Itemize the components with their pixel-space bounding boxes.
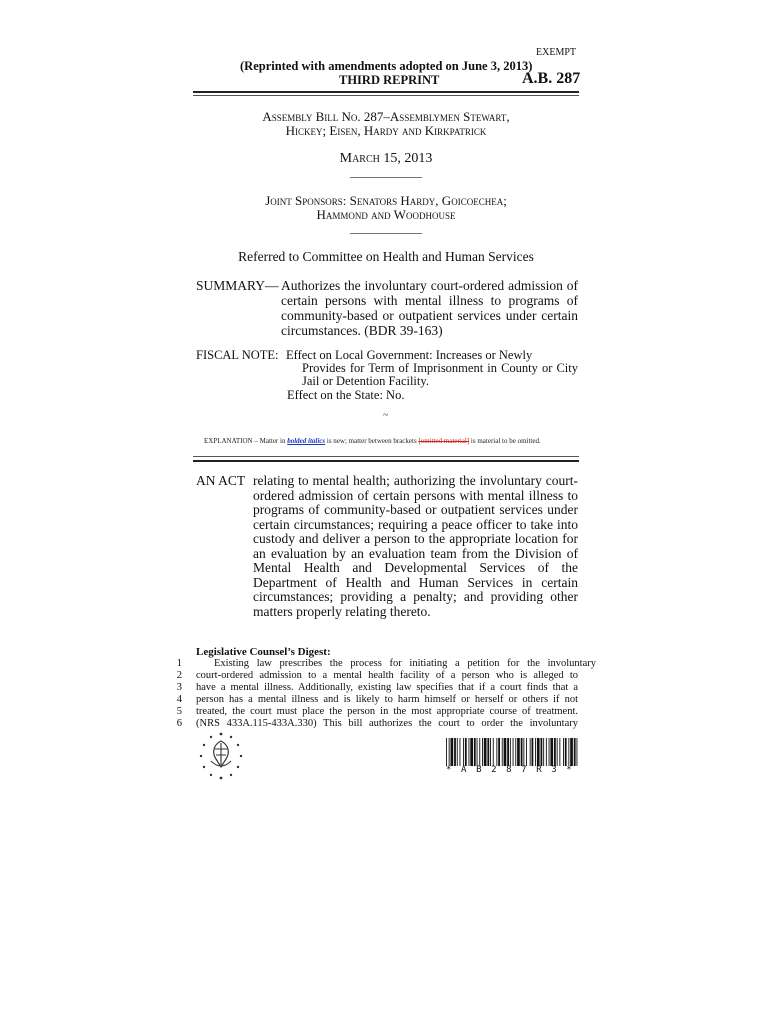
- line-number: 1: [176, 658, 182, 669]
- act-label: AN ACT: [196, 473, 246, 488]
- barcode-bar: [490, 738, 491, 766]
- sponsors-line-1: Assembly Bill No. 287–Assemblymen Stewart,: [262, 109, 510, 124]
- barcode-bar: [493, 738, 494, 766]
- third-reprint-label: THIRD REPRINT: [339, 73, 440, 87]
- barcode-bar: [510, 738, 511, 766]
- barcode-bar: [477, 738, 478, 766]
- line-number: 6: [176, 718, 182, 729]
- barcode-bar: [523, 738, 524, 766]
- barcode-bar: [517, 738, 520, 766]
- fiscal-note-label: FISCAL NOTE:: [196, 348, 279, 362]
- state-seal-icon: [198, 731, 244, 781]
- barcode-bar: [479, 738, 480, 766]
- explanation-prefix: EXPLANATION – Matter in: [204, 437, 288, 445]
- committee-referral: Referred to Committee on Health and Human Services: [238, 249, 534, 264]
- barcode-bar: [484, 738, 487, 766]
- barcode-bar: [526, 738, 527, 766]
- barcode-bar: [546, 738, 547, 766]
- barcode-bar: [504, 738, 507, 766]
- barcode-bar: [532, 738, 534, 766]
- barcode-bar: [530, 738, 531, 766]
- bill-date: March 15, 2013: [339, 151, 433, 166]
- barcode-bar: [537, 738, 540, 766]
- barcode-bar: [515, 738, 516, 766]
- joint-sponsors-line-1: Joint Sponsors: Senators Hardy, Goicoechea;: [265, 193, 507, 208]
- explanation-rule: [193, 460, 579, 462]
- act-text: relating to mental health; authorizing the involuntary court-ordered admission of certain persons with mental illness to programs of community-based or outpatient services under certain circumstances; requiring a peace officer to take into custody and deliver a person to the appropriate location for an evaluation by an evaluation team from the Division of Mental Health and Developmental Services of the Department of Health and Human Services in certain circumstances; providing a penalty; and providing other matters properly relating thereto.: [253, 473, 578, 619]
- line-number: 3: [176, 682, 182, 693]
- barcode-bar: [470, 738, 473, 766]
- line-number: 4: [176, 694, 182, 705]
- explanation-new-label: bolded italics: [287, 437, 326, 445]
- digest-row: [172, 718, 578, 730]
- line-number: 2: [176, 670, 182, 681]
- barcode-bar: [446, 738, 447, 766]
- digest-line: Existing law prescribes the process for initiating a petition for the involuntary: [214, 658, 596, 669]
- barcode-bar: [543, 738, 544, 766]
- barcode-bar: [496, 738, 497, 766]
- digest-row: [172, 658, 596, 670]
- barcode-bar: [565, 738, 567, 766]
- barcode-bar: [563, 738, 564, 766]
- barcode-icon: [446, 738, 578, 766]
- digest-row: [172, 682, 578, 694]
- exempt-label: EXEMPT: [536, 47, 576, 58]
- line-number: 5: [176, 706, 182, 717]
- barcode-bar: [474, 738, 476, 766]
- explanation-line: [204, 437, 541, 445]
- barcode-bar: [568, 738, 569, 766]
- reprint-note: (Reprinted with amendments adopted on June 3, 2013): [240, 59, 533, 73]
- divider-2: ____________: [350, 221, 422, 235]
- barcode-bar: [463, 738, 464, 766]
- summary-text: Authorizes the involuntary court-ordered admission of certain persons with mental illness to programs of community-based or outpatient services under certain circumstances. (BDR 39-163): [281, 278, 578, 338]
- barcode-bar: [550, 738, 553, 766]
- digest-title: Legislative Counsel’s Digest:: [196, 646, 331, 658]
- header-rule-thin: [193, 95, 579, 96]
- barcode-bar: [465, 738, 467, 766]
- digest-line: (NRS 433A.115-433A.330) This bill authorizes the court to order the involuntary: [196, 718, 578, 729]
- digest-line: person has a mental illness and is likely to harm himself or herself or others if not: [196, 694, 578, 705]
- barcode-bar: [535, 738, 536, 766]
- barcode-bar: [502, 738, 503, 766]
- barcode-bar: [554, 738, 556, 766]
- explanation-omitted-label: [omitted material]: [418, 437, 470, 445]
- barcode-bar: [513, 738, 514, 766]
- barcode-bar: [498, 738, 500, 766]
- joint-sponsors-line-2: Hammond and Woodhouse: [316, 207, 456, 222]
- explanation-middle: is new; matter between brackets: [325, 437, 419, 445]
- tilde-separator: ~: [383, 410, 389, 421]
- barcode-bar: [451, 738, 454, 766]
- barcode-bar: [482, 738, 483, 766]
- divider-1: ____________: [350, 165, 422, 179]
- digest-body: [172, 658, 596, 730]
- barcode-bar: [449, 738, 450, 766]
- fiscal-note-line-2: Provides for Term of Imprisonment in County or City Jail or Detention Facility.: [302, 361, 578, 388]
- barcode-text: * A B 2 8 7 R 3 *: [446, 765, 574, 775]
- digest-row: [172, 694, 578, 706]
- barcode-bar: [577, 738, 578, 766]
- digest-row: [172, 670, 578, 682]
- bill-number: A.B. 287: [522, 70, 581, 87]
- barcode-bar: [570, 738, 573, 766]
- fiscal-note-line-1: Effect on Local Government: Increases or Newly: [286, 348, 533, 362]
- barcode-bar: [454, 738, 456, 766]
- barcode-bar: [574, 738, 576, 766]
- barcode-bar: [487, 738, 489, 766]
- digest-line: court-ordered admission to a mental health facility of a person who is alleged to: [196, 670, 578, 681]
- fiscal-note-line-3: Effect on the State: No.: [287, 388, 405, 402]
- digest-line: treated, the court must place the person in the most appropriate course of treatment.: [196, 706, 578, 717]
- barcode-bar: [457, 738, 458, 766]
- barcode-bar: [460, 738, 461, 766]
- digest-row: [172, 706, 578, 718]
- barcode-bar: [549, 738, 550, 766]
- barcode-bar: [469, 738, 470, 766]
- barcode-bar: [557, 738, 558, 766]
- barcode-bar: [507, 738, 509, 766]
- barcode-bar: [541, 738, 543, 766]
- barcode-bar: [521, 738, 523, 766]
- explanation-suffix: is material to be omitted.: [469, 437, 541, 445]
- barcode-bar: [559, 738, 560, 766]
- explanation-rule-thin: [193, 456, 579, 457]
- sponsors-line-2: Hickey; Eisen, Hardy and Kirkpatrick: [285, 123, 487, 138]
- digest-line: have a mental illness. Additionally, existing law specifies that if a court finds that a: [196, 682, 578, 693]
- summary-label: SUMMARY—: [196, 278, 279, 293]
- header-rule: [193, 91, 579, 93]
